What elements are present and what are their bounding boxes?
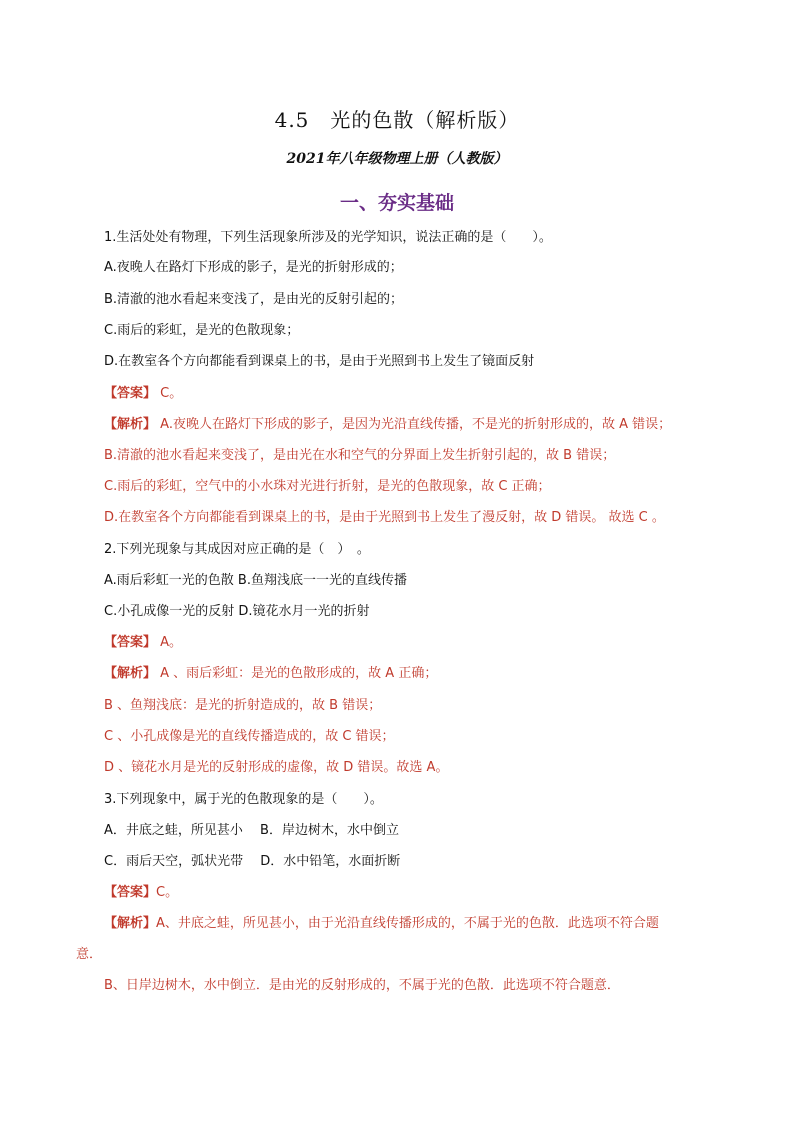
answer-value: C。 <box>156 885 179 900</box>
question-1-option-d: D.在教室各个方向都能看到课桌上的书，是由于光照到书上发生了镜面反射 <box>104 354 535 369</box>
question-1-option-c: C.雨后的彩虹，是光的色散现象； <box>104 323 300 338</box>
analysis-text: A、井底之蛙，所见甚小，由于光沿直线传播形成的，不属于光的色散．此选项不符合题 <box>156 916 659 931</box>
answer-tag: 【答案】 <box>104 635 157 650</box>
question-3-options-cd: C．雨后天空，弧状光带 D．水中铅笔，水面折断 <box>104 854 401 869</box>
question-2-analysis-4: D 、镜花水月是光的反射形成的虚像，故 D 错误。故选 A。 <box>104 760 449 775</box>
question-3-analysis-1 <box>104 914 724 934</box>
question-1-answer <box>104 384 724 404</box>
analysis-tag: 【解析】 <box>104 666 157 681</box>
analysis-text: A.夜晚人在路灯下形成的影子，是因为光沿直线传播，不是光的折射形成的，故 A 错误； <box>156 417 672 432</box>
question-1-analysis-1 <box>104 415 724 435</box>
question-1-option-a: A.夜晚人在路灯下形成的影子，是光的折射形成的； <box>104 260 403 275</box>
document-subtitle: 2021年八年级物理上册（人教版） <box>286 151 508 167</box>
question-2-options-cd: C.小孔成像一光的反射 D.镜花水月一光的折射 <box>104 604 370 619</box>
answer-value: A。 <box>156 635 183 650</box>
question-3-answer <box>104 883 724 903</box>
analysis-tag: 【解析】 <box>104 417 157 432</box>
question-2-answer <box>104 633 724 653</box>
question-3-stem: 3.下列现象中，属于光的色散现象的是（ ）。 <box>104 792 383 807</box>
question-2-analysis-1 <box>104 664 724 684</box>
analysis-text: A 、雨后彩虹：是光的色散形成的，故 A 正确； <box>156 666 438 681</box>
question-2-analysis-2: B 、鱼翔浅底：是光的折射造成的，故 B 错误； <box>104 698 382 713</box>
question-2-stem: 2.下列光现象与其成因对应正确的是（ ） 。 <box>104 542 370 557</box>
analysis-tag: 【解析】 <box>104 916 157 931</box>
question-2-analysis-3: C 、小孔成像是光的直线传播造成的，故 C 错误； <box>104 729 395 744</box>
question-1-analysis-2: B.清澈的池水看起来变浅了，是由光在水和空气的分界面上发生折射引起的，故 B 错误； <box>104 448 616 463</box>
answer-tag: 【答案】 <box>104 386 157 401</box>
question-1-option-b: B.清澈的池水看起来变浅了，是由光的反射引起的； <box>104 292 404 307</box>
question-2-options-ab: A.雨后彩虹一光的色散 B.鱼翔浅底一一光的直线传播 <box>104 573 407 588</box>
question-1-analysis-4: D.在教室各个方向都能看到课桌上的书，是由于光照到书上发生了漫反射，故 D 错误。 故选 C 。 <box>104 510 665 525</box>
question-3-analysis-2: B、日岸边树木，水中倒立．是由光的反射形成的，不属于光的色散．此选项不符合题意． <box>104 978 620 993</box>
document-title: 4.5 光的色散（解析版） <box>274 108 520 132</box>
question-3-analysis-1-continued: 意． <box>76 947 103 962</box>
question-1-analysis-3: C.雨后的彩虹，空气中的小水珠对光进行折射，是光的色散现象，故 C 正确； <box>104 479 551 494</box>
question-1-stem: 1.生活处处有物理，下列生活现象所涉及的光学知识，说法正确的是（ ）。 <box>104 230 552 245</box>
answer-tag: 【答案】 <box>104 885 157 900</box>
section-heading: 一、夯实基础 <box>339 192 454 214</box>
answer-value: C。 <box>156 386 183 401</box>
question-3-options-ab: A．井底之蛙，所见甚小 B．岸边树木，水中倒立 <box>104 823 399 838</box>
